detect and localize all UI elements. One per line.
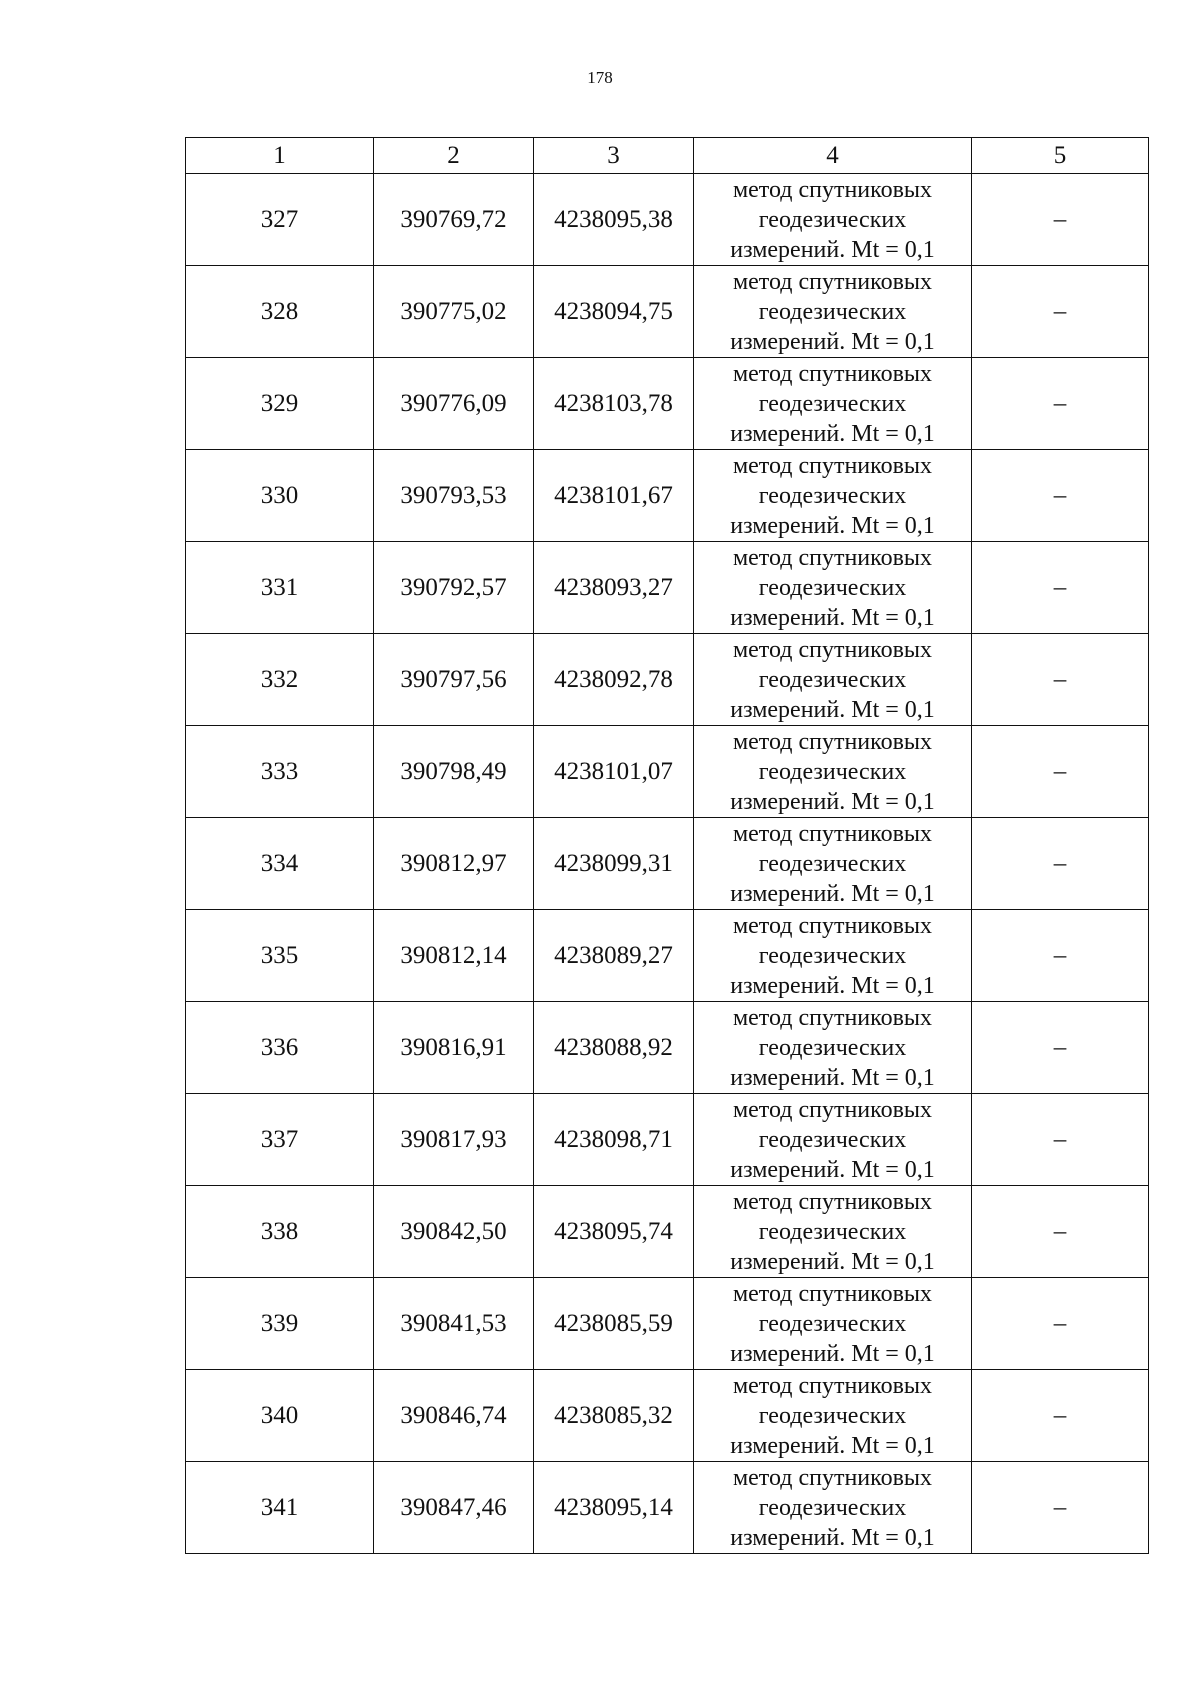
table-header-row xyxy=(186,138,1149,174)
note-cell: – xyxy=(972,266,1149,358)
method-text-line: геодезических xyxy=(758,298,907,325)
method-text-line: геодезических xyxy=(758,574,907,601)
x-coordinate-cell: 390817,93 xyxy=(374,1094,534,1186)
method-text-line: метод спутниковых xyxy=(732,1004,933,1031)
method-text-line: метод спутниковых xyxy=(732,820,933,847)
column-header: 3 xyxy=(534,138,694,174)
method-text-line: измерений. Mt = 0,1 xyxy=(730,696,935,723)
method-text-line: геодезических xyxy=(758,482,907,509)
table-row xyxy=(186,634,1149,726)
x-coordinate-cell: 390776,09 xyxy=(374,358,534,450)
method-text-line: геодезических xyxy=(758,1034,907,1061)
method-text-line: измерений. Mt = 0,1 xyxy=(730,1156,935,1183)
y-coordinate-cell: 4238095,38 xyxy=(534,174,694,266)
x-coordinate-cell: 390769,72 xyxy=(374,174,534,266)
method-cell xyxy=(694,1370,972,1462)
note-cell: – xyxy=(972,1186,1149,1278)
note-cell: – xyxy=(972,358,1149,450)
method-text-line: метод спутниковых xyxy=(732,1096,933,1123)
method-text-line: метод спутниковых xyxy=(732,1372,933,1399)
method-text-line: метод спутниковых xyxy=(732,728,933,755)
point-number-cell: 329 xyxy=(186,358,374,450)
method-cell xyxy=(694,1462,972,1554)
method-text-line: измерений. Mt = 0,1 xyxy=(730,1064,935,1091)
point-number-cell: 335 xyxy=(186,910,374,1002)
method-text-line: измерений. Mt = 0,1 xyxy=(730,1432,935,1459)
method-cell xyxy=(694,358,972,450)
point-number-cell: 327 xyxy=(186,174,374,266)
table-row xyxy=(186,1002,1149,1094)
y-coordinate-cell: 4238095,14 xyxy=(534,1462,694,1554)
y-coordinate-cell: 4238085,59 xyxy=(534,1278,694,1370)
method-cell xyxy=(694,726,972,818)
method-text-line: метод спутниковых xyxy=(732,912,933,939)
note-cell: – xyxy=(972,1278,1149,1370)
x-coordinate-cell: 390847,46 xyxy=(374,1462,534,1554)
table-row xyxy=(186,818,1149,910)
note-cell: – xyxy=(972,1094,1149,1186)
x-coordinate-cell: 390792,57 xyxy=(374,542,534,634)
x-coordinate-cell: 390841,53 xyxy=(374,1278,534,1370)
point-number-cell: 331 xyxy=(186,542,374,634)
method-text-line: метод спутниковых xyxy=(732,1464,933,1491)
method-text-line: метод спутниковых xyxy=(732,1280,933,1307)
table-row xyxy=(186,1278,1149,1370)
method-text-line: измерений. Mt = 0,1 xyxy=(730,880,935,907)
table-row xyxy=(186,450,1149,542)
method-text-line: измерений. Mt = 0,1 xyxy=(730,972,935,999)
x-coordinate-cell: 390816,91 xyxy=(374,1002,534,1094)
method-text-line: геодезических xyxy=(758,758,907,785)
method-text-line: геодезических xyxy=(758,1494,907,1521)
method-cell xyxy=(694,1002,972,1094)
note-cell: – xyxy=(972,542,1149,634)
method-cell xyxy=(694,818,972,910)
x-coordinate-cell: 390798,49 xyxy=(374,726,534,818)
column-header: 4 xyxy=(694,138,972,174)
note-cell: – xyxy=(972,1370,1149,1462)
method-text-line: геодезических xyxy=(758,1402,907,1429)
table-row xyxy=(186,358,1149,450)
x-coordinate-cell: 390842,50 xyxy=(374,1186,534,1278)
method-text-line: геодезических xyxy=(758,206,907,233)
column-header: 1 xyxy=(186,138,374,174)
method-cell xyxy=(694,910,972,1002)
method-cell xyxy=(694,1094,972,1186)
y-coordinate-cell: 4238101,07 xyxy=(534,726,694,818)
method-text-line: измерений. Mt = 0,1 xyxy=(730,328,935,355)
x-coordinate-cell: 390812,97 xyxy=(374,818,534,910)
method-text-line: измерений. Mt = 0,1 xyxy=(730,420,935,447)
x-coordinate-cell: 390775,02 xyxy=(374,266,534,358)
y-coordinate-cell: 4238092,78 xyxy=(534,634,694,726)
method-text-line: метод спутниковых xyxy=(732,360,933,387)
x-coordinate-cell: 390812,14 xyxy=(374,910,534,1002)
method-text-line: геодезических xyxy=(758,1218,907,1245)
point-number-cell: 333 xyxy=(186,726,374,818)
table-row xyxy=(186,1186,1149,1278)
y-coordinate-cell: 4238094,75 xyxy=(534,266,694,358)
point-number-cell: 328 xyxy=(186,266,374,358)
table-row xyxy=(186,726,1149,818)
method-text-line: геодезических xyxy=(758,1126,907,1153)
method-text-line: измерений. Mt = 0,1 xyxy=(730,604,935,631)
point-number-cell: 334 xyxy=(186,818,374,910)
y-coordinate-cell: 4238101,67 xyxy=(534,450,694,542)
table-row xyxy=(186,542,1149,634)
table-row xyxy=(186,174,1149,266)
method-text-line: измерений. Mt = 0,1 xyxy=(730,1524,935,1551)
y-coordinate-cell: 4238088,92 xyxy=(534,1002,694,1094)
method-text-line: измерений. Mt = 0,1 xyxy=(730,1340,935,1367)
method-text-line: измерений. Mt = 0,1 xyxy=(730,788,935,815)
method-text-line: метод спутниковых xyxy=(732,636,933,663)
method-text-line: метод спутниковых xyxy=(732,268,933,295)
method-text-line: метод спутниковых xyxy=(732,1188,933,1215)
method-text-line: метод спутниковых xyxy=(732,452,933,479)
method-cell xyxy=(694,542,972,634)
point-number-cell: 341 xyxy=(186,1462,374,1554)
table-row xyxy=(186,1462,1149,1554)
coordinates-table xyxy=(185,137,1149,1554)
y-coordinate-cell: 4238089,27 xyxy=(534,910,694,1002)
method-cell xyxy=(694,1278,972,1370)
note-cell: – xyxy=(972,1462,1149,1554)
column-header: 5 xyxy=(972,138,1149,174)
method-text-line: геодезических xyxy=(758,390,907,417)
method-text-line: геодезических xyxy=(758,850,907,877)
table-row xyxy=(186,266,1149,358)
method-text-line: геодезических xyxy=(758,942,907,969)
table-body xyxy=(186,174,1149,1554)
page-number: 178 xyxy=(587,68,613,87)
table-row xyxy=(186,1094,1149,1186)
method-text-line: измерений. Mt = 0,1 xyxy=(730,1248,935,1275)
point-number-cell: 339 xyxy=(186,1278,374,1370)
x-coordinate-cell: 390797,56 xyxy=(374,634,534,726)
point-number-cell: 330 xyxy=(186,450,374,542)
point-number-cell: 337 xyxy=(186,1094,374,1186)
note-cell: – xyxy=(972,174,1149,266)
point-number-cell: 336 xyxy=(186,1002,374,1094)
method-text-line: измерений. Mt = 0,1 xyxy=(730,236,935,263)
y-coordinate-cell: 4238099,31 xyxy=(534,818,694,910)
note-cell: – xyxy=(972,818,1149,910)
point-number-cell: 340 xyxy=(186,1370,374,1462)
x-coordinate-cell: 390793,53 xyxy=(374,450,534,542)
column-header: 2 xyxy=(374,138,534,174)
method-text-line: измерений. Mt = 0,1 xyxy=(730,512,935,539)
method-text-line: геодезических xyxy=(758,1310,907,1337)
y-coordinate-cell: 4238085,32 xyxy=(534,1370,694,1462)
x-coordinate-cell: 390846,74 xyxy=(374,1370,534,1462)
y-coordinate-cell: 4238103,78 xyxy=(534,358,694,450)
method-cell xyxy=(694,174,972,266)
y-coordinate-cell: 4238093,27 xyxy=(534,542,694,634)
point-number-cell: 338 xyxy=(186,1186,374,1278)
table-row xyxy=(186,910,1149,1002)
method-text-line: метод спутниковых xyxy=(732,544,933,571)
method-text-line: геодезических xyxy=(758,666,907,693)
method-cell xyxy=(694,450,972,542)
table-row xyxy=(186,1370,1149,1462)
method-cell xyxy=(694,634,972,726)
y-coordinate-cell: 4238098,71 xyxy=(534,1094,694,1186)
method-text-line: метод спутниковых xyxy=(732,176,933,203)
point-number-cell: 332 xyxy=(186,634,374,726)
note-cell: – xyxy=(972,634,1149,726)
note-cell: – xyxy=(972,726,1149,818)
method-cell xyxy=(694,266,972,358)
note-cell: – xyxy=(972,910,1149,1002)
note-cell: – xyxy=(972,450,1149,542)
y-coordinate-cell: 4238095,74 xyxy=(534,1186,694,1278)
method-cell xyxy=(694,1186,972,1278)
note-cell: – xyxy=(972,1002,1149,1094)
